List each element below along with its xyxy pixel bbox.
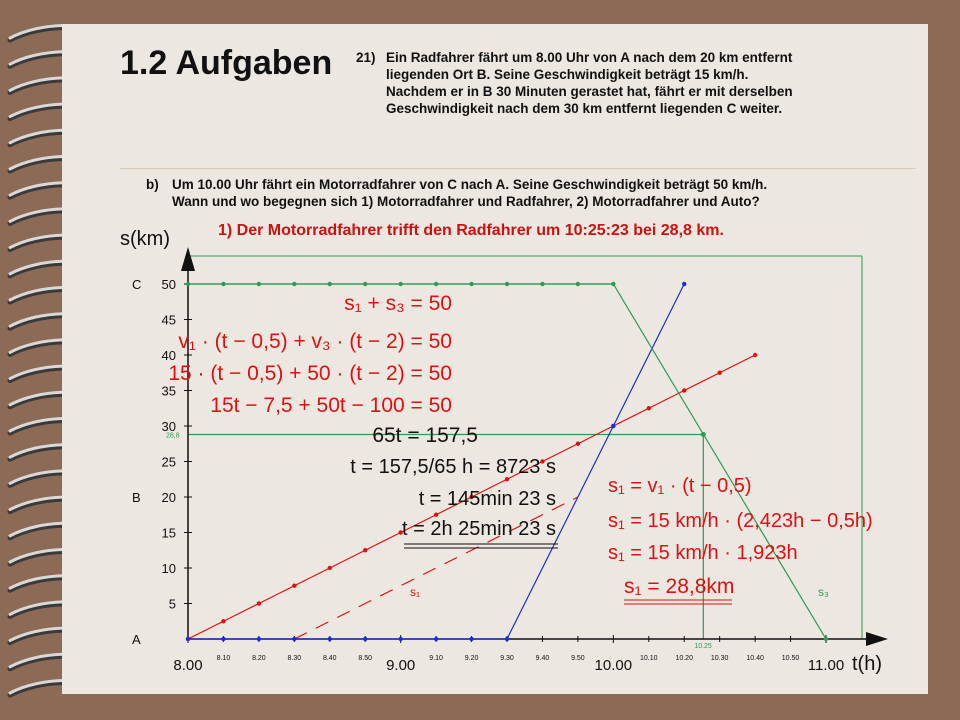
- data-point: [434, 637, 438, 641]
- data-point: [363, 637, 367, 641]
- x-tick-label-minor: 8.30: [287, 655, 302, 662]
- page-title: 1.2 Aufgaben: [120, 44, 333, 82]
- series-label-s3: s₃: [818, 585, 829, 599]
- x-tick-label-minor: 10.50: [781, 655, 800, 662]
- data-point: [221, 619, 225, 623]
- data-point: [363, 548, 367, 552]
- question-number: 21): [356, 50, 376, 65]
- data-point: [717, 371, 721, 375]
- meeting-x-label: 10.25: [694, 643, 712, 650]
- data-point: [328, 566, 332, 570]
- y-tick-label: 40: [161, 348, 176, 363]
- place-label: C: [132, 277, 142, 292]
- x-axis-arrow: [866, 632, 888, 646]
- data-point: [328, 282, 332, 286]
- data-point: [186, 637, 190, 641]
- series-label-s1: s₁: [410, 585, 421, 599]
- data-point: [434, 282, 438, 286]
- x-tick-label-minor: 9.50: [571, 655, 585, 662]
- place-label: A: [132, 632, 141, 647]
- equation-line: 15t − 7,5 + 50t − 100 = 50: [210, 394, 452, 417]
- y-axis-label: s(km): [120, 228, 170, 250]
- data-point: [257, 601, 261, 605]
- meeting-point: [701, 432, 706, 437]
- data-point: [753, 353, 757, 357]
- equation-line: v₁ · (t − 0,5) + v₃ · (t − 2) = 50: [178, 330, 452, 353]
- y-tick-label: 30: [161, 419, 176, 434]
- y-tick-label: 10: [161, 561, 176, 576]
- y-tick-label: 20: [161, 490, 176, 505]
- x-tick-label-major: 10.00: [594, 657, 633, 674]
- x-tick-label-minor: 9.10: [429, 655, 443, 662]
- data-point: [505, 282, 509, 286]
- data-point: [469, 282, 473, 286]
- data-point: [257, 637, 261, 641]
- data-point: [682, 388, 686, 392]
- data-point: [469, 637, 473, 641]
- question-line: liegenden Ort B. Seine Geschwindigkeit beträgt 15 km/h.: [386, 67, 749, 82]
- x-tick-label-minor: 9.30: [500, 655, 514, 662]
- answer-text: 1) Der Motorradfahrer trifft den Radfahrer um 10:25:23 bei 28,8 km.: [218, 222, 724, 239]
- question-line: Geschwindigkeit nach dem 30 km entfernt liegenden C weiter.: [386, 101, 783, 116]
- y-tick-label: 35: [161, 383, 176, 399]
- question-line: Nachdem er in B 30 Minuten gerastet hat, fährt er mit derselben: [386, 84, 793, 99]
- data-point: [398, 282, 402, 286]
- data-point: [221, 282, 225, 286]
- data-point: [363, 282, 367, 286]
- equation-result: s₁ = 28,8km: [624, 575, 735, 598]
- y-tick-label: 50: [161, 277, 176, 292]
- x-tick-label-minor: 8.20: [252, 655, 266, 662]
- data-point: [505, 637, 509, 641]
- part-b-line: Wann und wo begegnen sich 1) Motorradfahrer und Radfahrer, 2) Motorradfahrer und Auto?: [172, 194, 760, 209]
- y-tick-label: 5: [168, 596, 176, 612]
- x-tick-label-major: 9.00: [386, 657, 416, 674]
- equation-line: 65t = 157,5: [372, 424, 478, 447]
- y-tick-label: 25: [161, 454, 176, 470]
- equation-line: s₁ = v₁ · (t − 0,5): [608, 475, 752, 497]
- equation-line: 15 · (t − 0,5) + 50 · (t − 2) = 50: [168, 362, 452, 385]
- data-point: [292, 282, 296, 286]
- data-point: [398, 637, 402, 641]
- data-point: [611, 424, 615, 428]
- data-point: [576, 442, 580, 446]
- data-point: [186, 282, 190, 286]
- data-point: [328, 637, 332, 641]
- question-line: Ein Radfahrer fährt um 8.00 Uhr von A nach dem 20 km entfernt: [386, 50, 793, 65]
- data-point: [257, 282, 261, 286]
- equation-line: t = 157,5/65 h = 8723 s: [350, 456, 556, 478]
- y-tick-label: 15: [161, 525, 176, 541]
- data-point: [434, 513, 438, 517]
- x-tick-label-minor: 8.50: [358, 655, 373, 662]
- x-tick-label-minor: 9.40: [535, 655, 550, 662]
- part-b-line: Um 10.00 Uhr fährt ein Motorradfahrer von C nach A. Seine Geschwindigkeit beträgt 50 km/h.: [172, 177, 768, 192]
- x-tick-label-minor: 10.10: [640, 655, 658, 662]
- place-label: B: [132, 490, 141, 505]
- data-point: [682, 282, 686, 286]
- data-point: [292, 637, 296, 641]
- x-tick-label-minor: 8.40: [322, 655, 337, 662]
- x-tick-label-major: 11.00: [807, 657, 845, 674]
- equation-line: s₁ = 15 km/h · 1,923h: [608, 542, 798, 564]
- x-tick-label-minor: 9.20: [464, 655, 479, 662]
- y-tick-label: 45: [161, 312, 176, 328]
- equation-line: t = 145min 23 s: [418, 488, 556, 510]
- equation-line: s₁ = 15 km/h · (2,423h − 0,5h): [608, 510, 873, 532]
- data-point: [824, 637, 828, 641]
- equation-line: t = 2h 25min 23 s: [402, 518, 556, 540]
- y-axis-arrow: [181, 247, 195, 271]
- data-point: [292, 584, 296, 588]
- x-tick-label-minor: 8.10: [216, 655, 231, 662]
- meeting-y-label: 28,8: [166, 432, 180, 440]
- data-point: [576, 282, 580, 286]
- part-b-label: b): [146, 177, 159, 192]
- x-axis-label: t(h): [852, 653, 882, 675]
- x-tick-label-minor: 10.20: [675, 655, 693, 662]
- data-point: [647, 406, 651, 410]
- equation-line: s₁ + s₃ = 50: [344, 292, 452, 315]
- x-tick-label-minor: 10.40: [746, 655, 764, 662]
- x-tick-label-minor: 10.30: [710, 655, 729, 662]
- data-point: [540, 282, 544, 286]
- x-tick-label-major: 8.00: [173, 657, 203, 674]
- data-point: [611, 282, 615, 286]
- data-point: [221, 637, 225, 641]
